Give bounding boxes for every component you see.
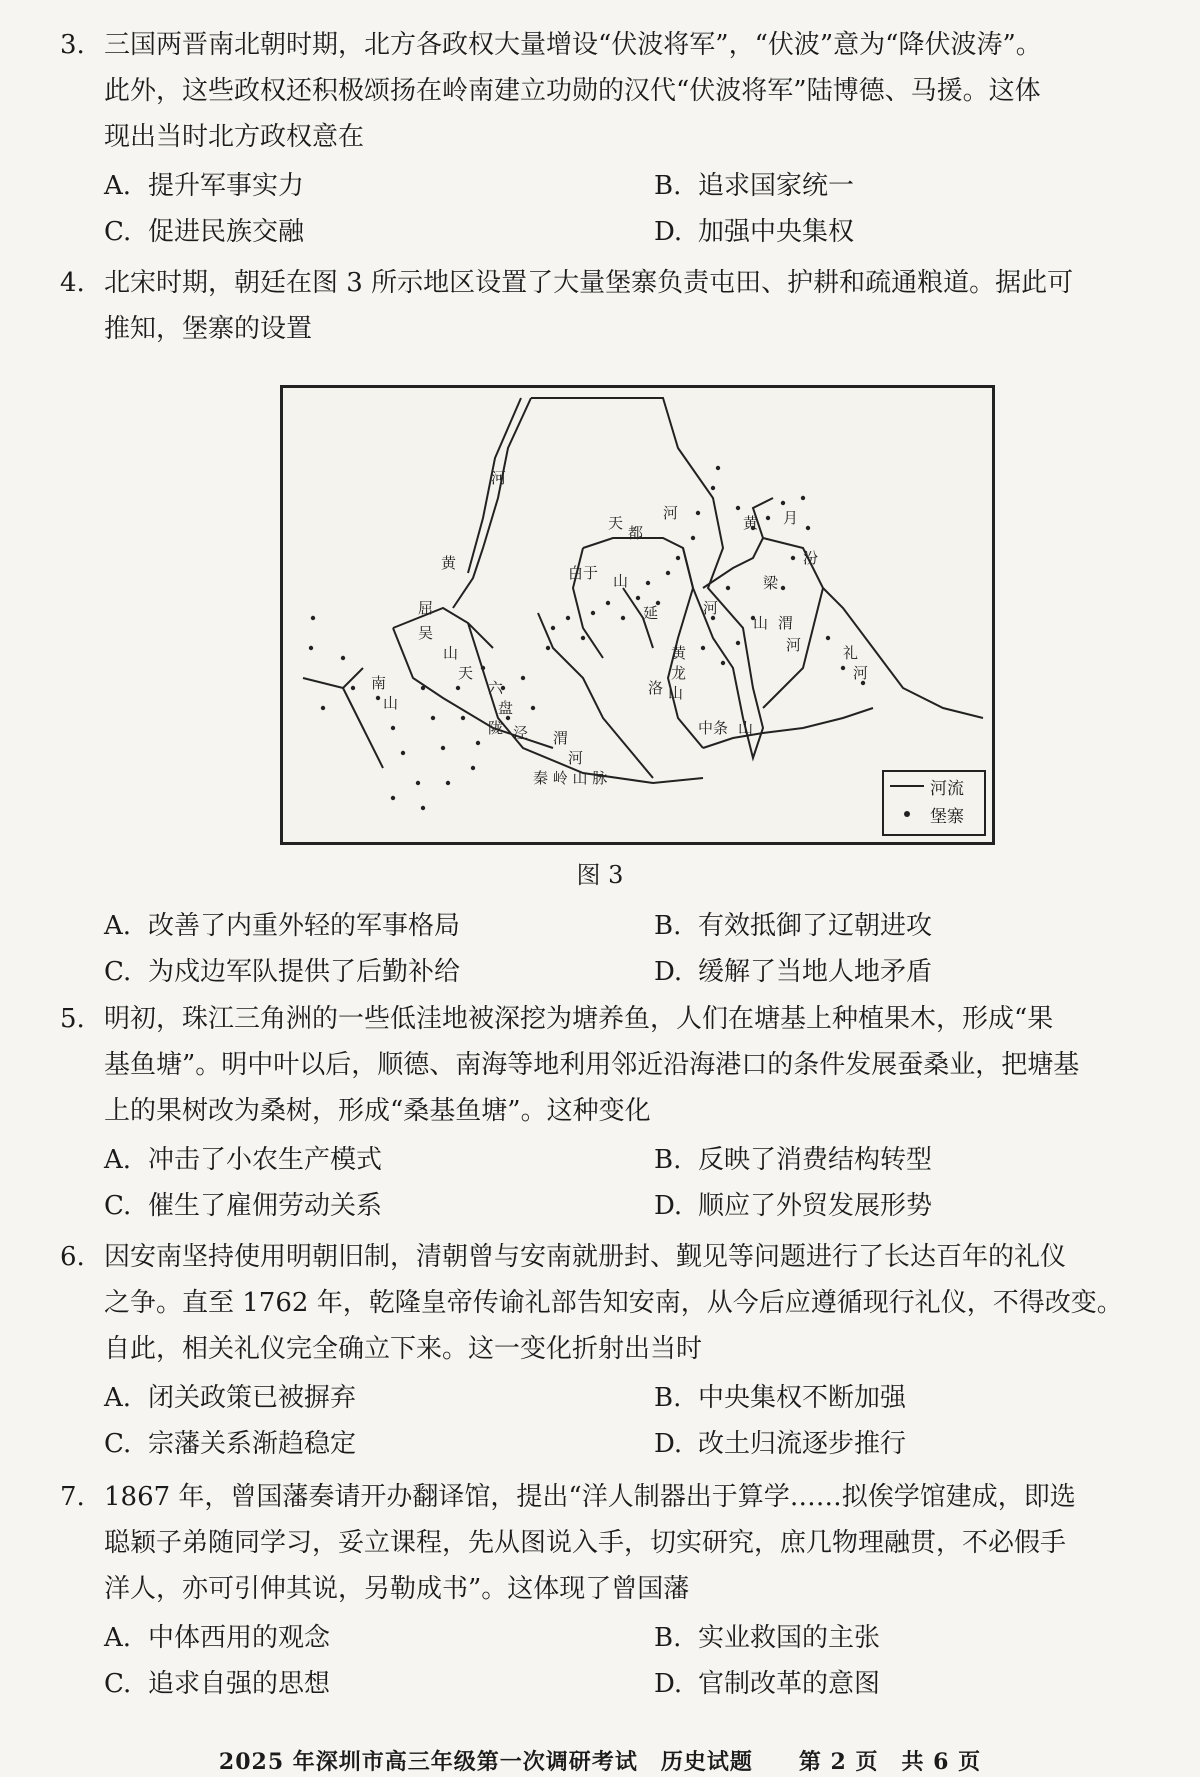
fort-dot [531, 706, 535, 710]
stem-line: 之争。直至 1762 年，乾隆皇帝传谕礼部告知安南，从今后应遵循现行礼仪，不得改变。 [104, 1288, 1123, 1318]
fort-dot [636, 596, 640, 600]
option-c[interactable] [60, 1663, 610, 1700]
option-b[interactable] [610, 165, 1160, 202]
map-label: 黄 [441, 554, 457, 572]
question-5 [60, 996, 1160, 1226]
option-text: 官制改革的意图 [698, 1668, 881, 1699]
option-text: 提升军事实力 [148, 170, 305, 201]
fort-dot [401, 751, 405, 755]
fort-dot [591, 611, 595, 615]
question-3-stem [60, 22, 1160, 160]
map-label: 河 [786, 636, 802, 654]
option-text: 反映了消费结构转型 [698, 1144, 933, 1175]
fort-dot [566, 616, 570, 620]
fort-dot [476, 741, 480, 745]
river [703, 708, 873, 748]
legend-fort-label: 堡寨 [930, 806, 964, 827]
fort-dot [391, 726, 395, 730]
stem-line: 北宋时期，朝廷在图 3 所示地区设置了大量堡寨负责屯田、护耕和疏通粮道。据此可 [104, 268, 1074, 298]
fort-dot [456, 686, 460, 690]
question-7 [60, 1474, 1160, 1704]
fort-dot [696, 511, 700, 515]
option-key: A. [104, 170, 132, 201]
option-key: C. [104, 1668, 132, 1699]
stem-line: 明初，珠江三角洲的一些低洼地被深挖为塘养鱼，人们在塘基上种植果木，形成“果 [104, 1004, 1054, 1034]
map-label: 天 [608, 514, 624, 532]
stem-line: 聪颖子弟随同学习，妥立课程，先从图说入手，切实研究，庶几物理融贯，不必假手 [104, 1528, 1067, 1558]
question-3-options [60, 160, 1160, 252]
fort-dot [391, 796, 395, 800]
map-label: 天 [458, 664, 474, 682]
option-text: 改善了内重外轻的军事格局 [148, 910, 461, 941]
question-3 [60, 22, 1160, 252]
fort-dot [421, 806, 425, 810]
option-key: B. [654, 1622, 682, 1653]
fort-dot [351, 686, 355, 690]
map-label: 月 [783, 509, 799, 527]
map-label: 六 [488, 679, 504, 697]
option-b[interactable] [610, 1377, 1160, 1414]
option-key: A. [104, 1382, 132, 1413]
river-line-icon [890, 785, 924, 787]
option-key: B. [654, 910, 682, 941]
stem-line: 因安南坚持使用明朝旧制，清朝曾与安南就册封、觐见等问题进行了长达百年的礼仪 [104, 1242, 1067, 1272]
fort-dot [521, 676, 525, 680]
option-d[interactable] [610, 951, 1160, 988]
question-number: 3. [60, 30, 85, 60]
option-text: 追求自强的思想 [148, 1668, 331, 1699]
river [583, 538, 703, 748]
option-key: A. [104, 1622, 132, 1653]
fort-dot [781, 586, 785, 590]
legend-fort [884, 800, 984, 828]
fort-dot [551, 626, 555, 630]
fort-dot [781, 501, 785, 505]
question-4-stem [60, 260, 1160, 352]
fort-dot [311, 616, 315, 620]
question-4-options [60, 900, 1160, 992]
map-label: 中条 [698, 719, 729, 737]
fort-dot [416, 781, 420, 785]
river [343, 688, 383, 768]
option-key: D. [654, 216, 683, 247]
option-key: D. [654, 1190, 683, 1221]
option-b[interactable] [610, 905, 1160, 942]
fort-dot [766, 516, 770, 520]
fort-dot [376, 696, 380, 700]
fort-dot [691, 536, 695, 540]
river [453, 398, 531, 608]
option-key: D. [654, 956, 683, 987]
option-key: B. [654, 170, 682, 201]
fort-dot [471, 766, 475, 770]
stem-line: 此外，这些政权还积极颂扬在岭南建立功勋的汉代“伏波将军”陆博德、马援。这体 [104, 76, 1041, 106]
fort-dot [806, 526, 810, 530]
option-key: C. [104, 216, 132, 247]
map-label: 河 [703, 599, 719, 617]
page-footer: 2025 年深圳市高三年级第一次调研考试 历史试题 第 2 页 共 6 页 [218, 1749, 982, 1775]
option-key: A. [104, 910, 132, 941]
option-text: 催生了雇佣劳动关系 [148, 1190, 383, 1221]
option-text: 宗藩关系渐趋稳定 [148, 1428, 357, 1459]
map-label: 都 [628, 524, 644, 542]
option-key: D. [654, 1668, 683, 1699]
map-label: 礼 [843, 644, 859, 662]
fort-dot [726, 586, 730, 590]
option-d[interactable] [610, 1663, 1160, 1700]
stem-line: 1867 年，曾国藩奏请开办翻译馆，提出“洋人制器出于算学……拟俟学馆建成，即选 [104, 1482, 1076, 1512]
map-legend [882, 770, 986, 836]
map-label: 秦 岭 山 脉 [533, 769, 608, 787]
legend-river-label: 河流 [930, 778, 964, 799]
map-label: 盘 [498, 699, 514, 717]
option-text: 缓解了当地人地矛盾 [698, 956, 933, 987]
question-number: 7. [60, 1482, 85, 1512]
fort-dot [341, 656, 345, 660]
map-label: 陇 [488, 719, 504, 737]
map-label: 山 [383, 694, 399, 712]
option-text: 为戍边军队提供了后勤补给 [148, 956, 461, 987]
map-label: 泾 [513, 724, 529, 742]
rivers [303, 398, 983, 783]
option-c[interactable] [60, 951, 610, 988]
map-label: 汾 [803, 549, 819, 567]
option-text: 促进民族交融 [148, 216, 305, 247]
fort-dot [721, 661, 725, 665]
map-label: 黄 [743, 514, 759, 532]
question-6 [60, 1234, 1160, 1464]
option-text: 冲击了小农生产模式 [148, 1144, 383, 1175]
option-text: 闭关政策已被摒弃 [148, 1382, 357, 1413]
map-label: 白于 [568, 564, 599, 582]
figure-caption: 图 3 [576, 861, 624, 889]
map-label: 河 [568, 749, 584, 767]
fort-dot [716, 466, 720, 470]
river [531, 398, 763, 758]
option-d[interactable] [610, 1185, 1160, 1222]
stem-line: 基鱼塘”。明中叶以后，顺德、南海等地利用邻近沿海港口的条件发展蚕桑业，把塘基 [104, 1050, 1080, 1080]
option-key: C. [104, 956, 132, 987]
option-b[interactable] [610, 1617, 1160, 1654]
map-label: 山 [753, 614, 769, 632]
option-d[interactable] [610, 1423, 1160, 1460]
option-key: C. [104, 1428, 132, 1459]
fort-dot [606, 601, 610, 605]
river [393, 608, 493, 648]
question-number: 4. [60, 268, 85, 298]
stem-line: 推知，堡寨的设置 [104, 314, 313, 344]
option-text: 中体西用的观念 [148, 1622, 331, 1653]
question-6-stem [60, 1234, 1160, 1372]
option-a[interactable] [60, 1139, 610, 1176]
fort-dot [791, 556, 795, 560]
map-label: 河 [491, 469, 507, 487]
river [393, 628, 553, 748]
map-label: 龙 [671, 664, 687, 682]
fort-dot [826, 636, 830, 640]
fort-dot [581, 636, 585, 640]
map-label: 南 [371, 674, 387, 692]
fort-dot [801, 496, 805, 500]
stem-line: 上的果树改为桑树，形成“桑基鱼塘”。这种变化 [104, 1096, 651, 1126]
option-text: 中央集权不断加强 [698, 1382, 907, 1413]
map-label: 渭 [778, 614, 794, 632]
fort-dot [646, 581, 650, 585]
stem-line: 现出当时北方政权意在 [104, 122, 365, 152]
fort-dot [736, 506, 740, 510]
stem-line: 三国两晋南北朝时期，北方各政权大量增设“伏波将军”，“伏波”意为“降伏波涛”。 [104, 30, 1042, 60]
question-number: 5. [60, 1004, 85, 1034]
fort-dot [666, 571, 670, 575]
map-label: 吴 [418, 624, 434, 642]
fort-dot [711, 486, 715, 490]
map-label: 山 [668, 684, 684, 702]
fort-dot [446, 781, 450, 785]
map-label: 山 [613, 572, 629, 590]
fort-dot [321, 706, 325, 710]
map-label: 洛 [648, 679, 664, 697]
option-key: A. [104, 1144, 132, 1175]
stem-line: 自此，相关礼仪完全确立下来。这一变化折射出当时 [104, 1334, 703, 1364]
map-label: 延 [643, 604, 659, 622]
fort-dot [621, 616, 625, 620]
question-4 [60, 260, 1160, 352]
option-c[interactable] [60, 211, 610, 248]
fort-dot [441, 746, 445, 750]
option-key: C. [104, 1190, 132, 1221]
option-b[interactable] [610, 1139, 1160, 1176]
option-key: B. [654, 1382, 682, 1413]
fort-dot-icon [904, 811, 910, 817]
map-label: 山 [738, 719, 754, 737]
option-text: 改土归流逐步推行 [698, 1428, 907, 1459]
option-text: 顺应了外贸发展形势 [698, 1190, 933, 1221]
map-label: 河 [853, 664, 869, 682]
forts [309, 466, 865, 810]
option-c[interactable] [60, 1185, 610, 1222]
option-text: 有效抵御了辽朝进攻 [698, 910, 933, 941]
river [538, 613, 653, 778]
fort-dot [461, 716, 465, 720]
option-key: D. [654, 1428, 683, 1459]
fort-dot [841, 666, 845, 670]
fort-dot [431, 716, 435, 720]
option-a[interactable] [60, 165, 610, 202]
figure-3-map [280, 385, 995, 845]
fort-dot [546, 646, 550, 650]
legend-river [884, 772, 984, 800]
fort-dot [309, 646, 313, 650]
option-a[interactable] [60, 1617, 610, 1654]
option-text: 追求国家统一 [698, 170, 855, 201]
fort-dot [481, 666, 485, 670]
option-key: B. [654, 1144, 682, 1175]
fort-dot [701, 646, 705, 650]
map-label: 山 [443, 644, 459, 662]
fort-dot [736, 641, 740, 645]
stem-line: 洋人，亦可引伸其说，另勒成书”。这体现了曾国藩 [104, 1574, 690, 1604]
question-number: 6. [60, 1242, 85, 1272]
option-text: 实业救国的主张 [698, 1622, 881, 1653]
option-c[interactable] [60, 1423, 610, 1460]
map-label: 渭 [553, 729, 569, 747]
option-a[interactable] [60, 1377, 610, 1414]
question-7-stem [60, 1474, 1160, 1612]
fort-dot [676, 556, 680, 560]
fort-dot [421, 686, 425, 690]
option-a[interactable] [60, 905, 610, 942]
map-label: 屈 [418, 599, 434, 617]
map-label: 黄 [671, 644, 687, 662]
map-label: 河 [663, 504, 679, 522]
map-label: 梁 [763, 574, 779, 592]
river [303, 668, 363, 688]
question-5-stem [60, 996, 1160, 1134]
option-d[interactable] [610, 211, 1160, 248]
option-text: 加强中央集权 [698, 216, 855, 247]
